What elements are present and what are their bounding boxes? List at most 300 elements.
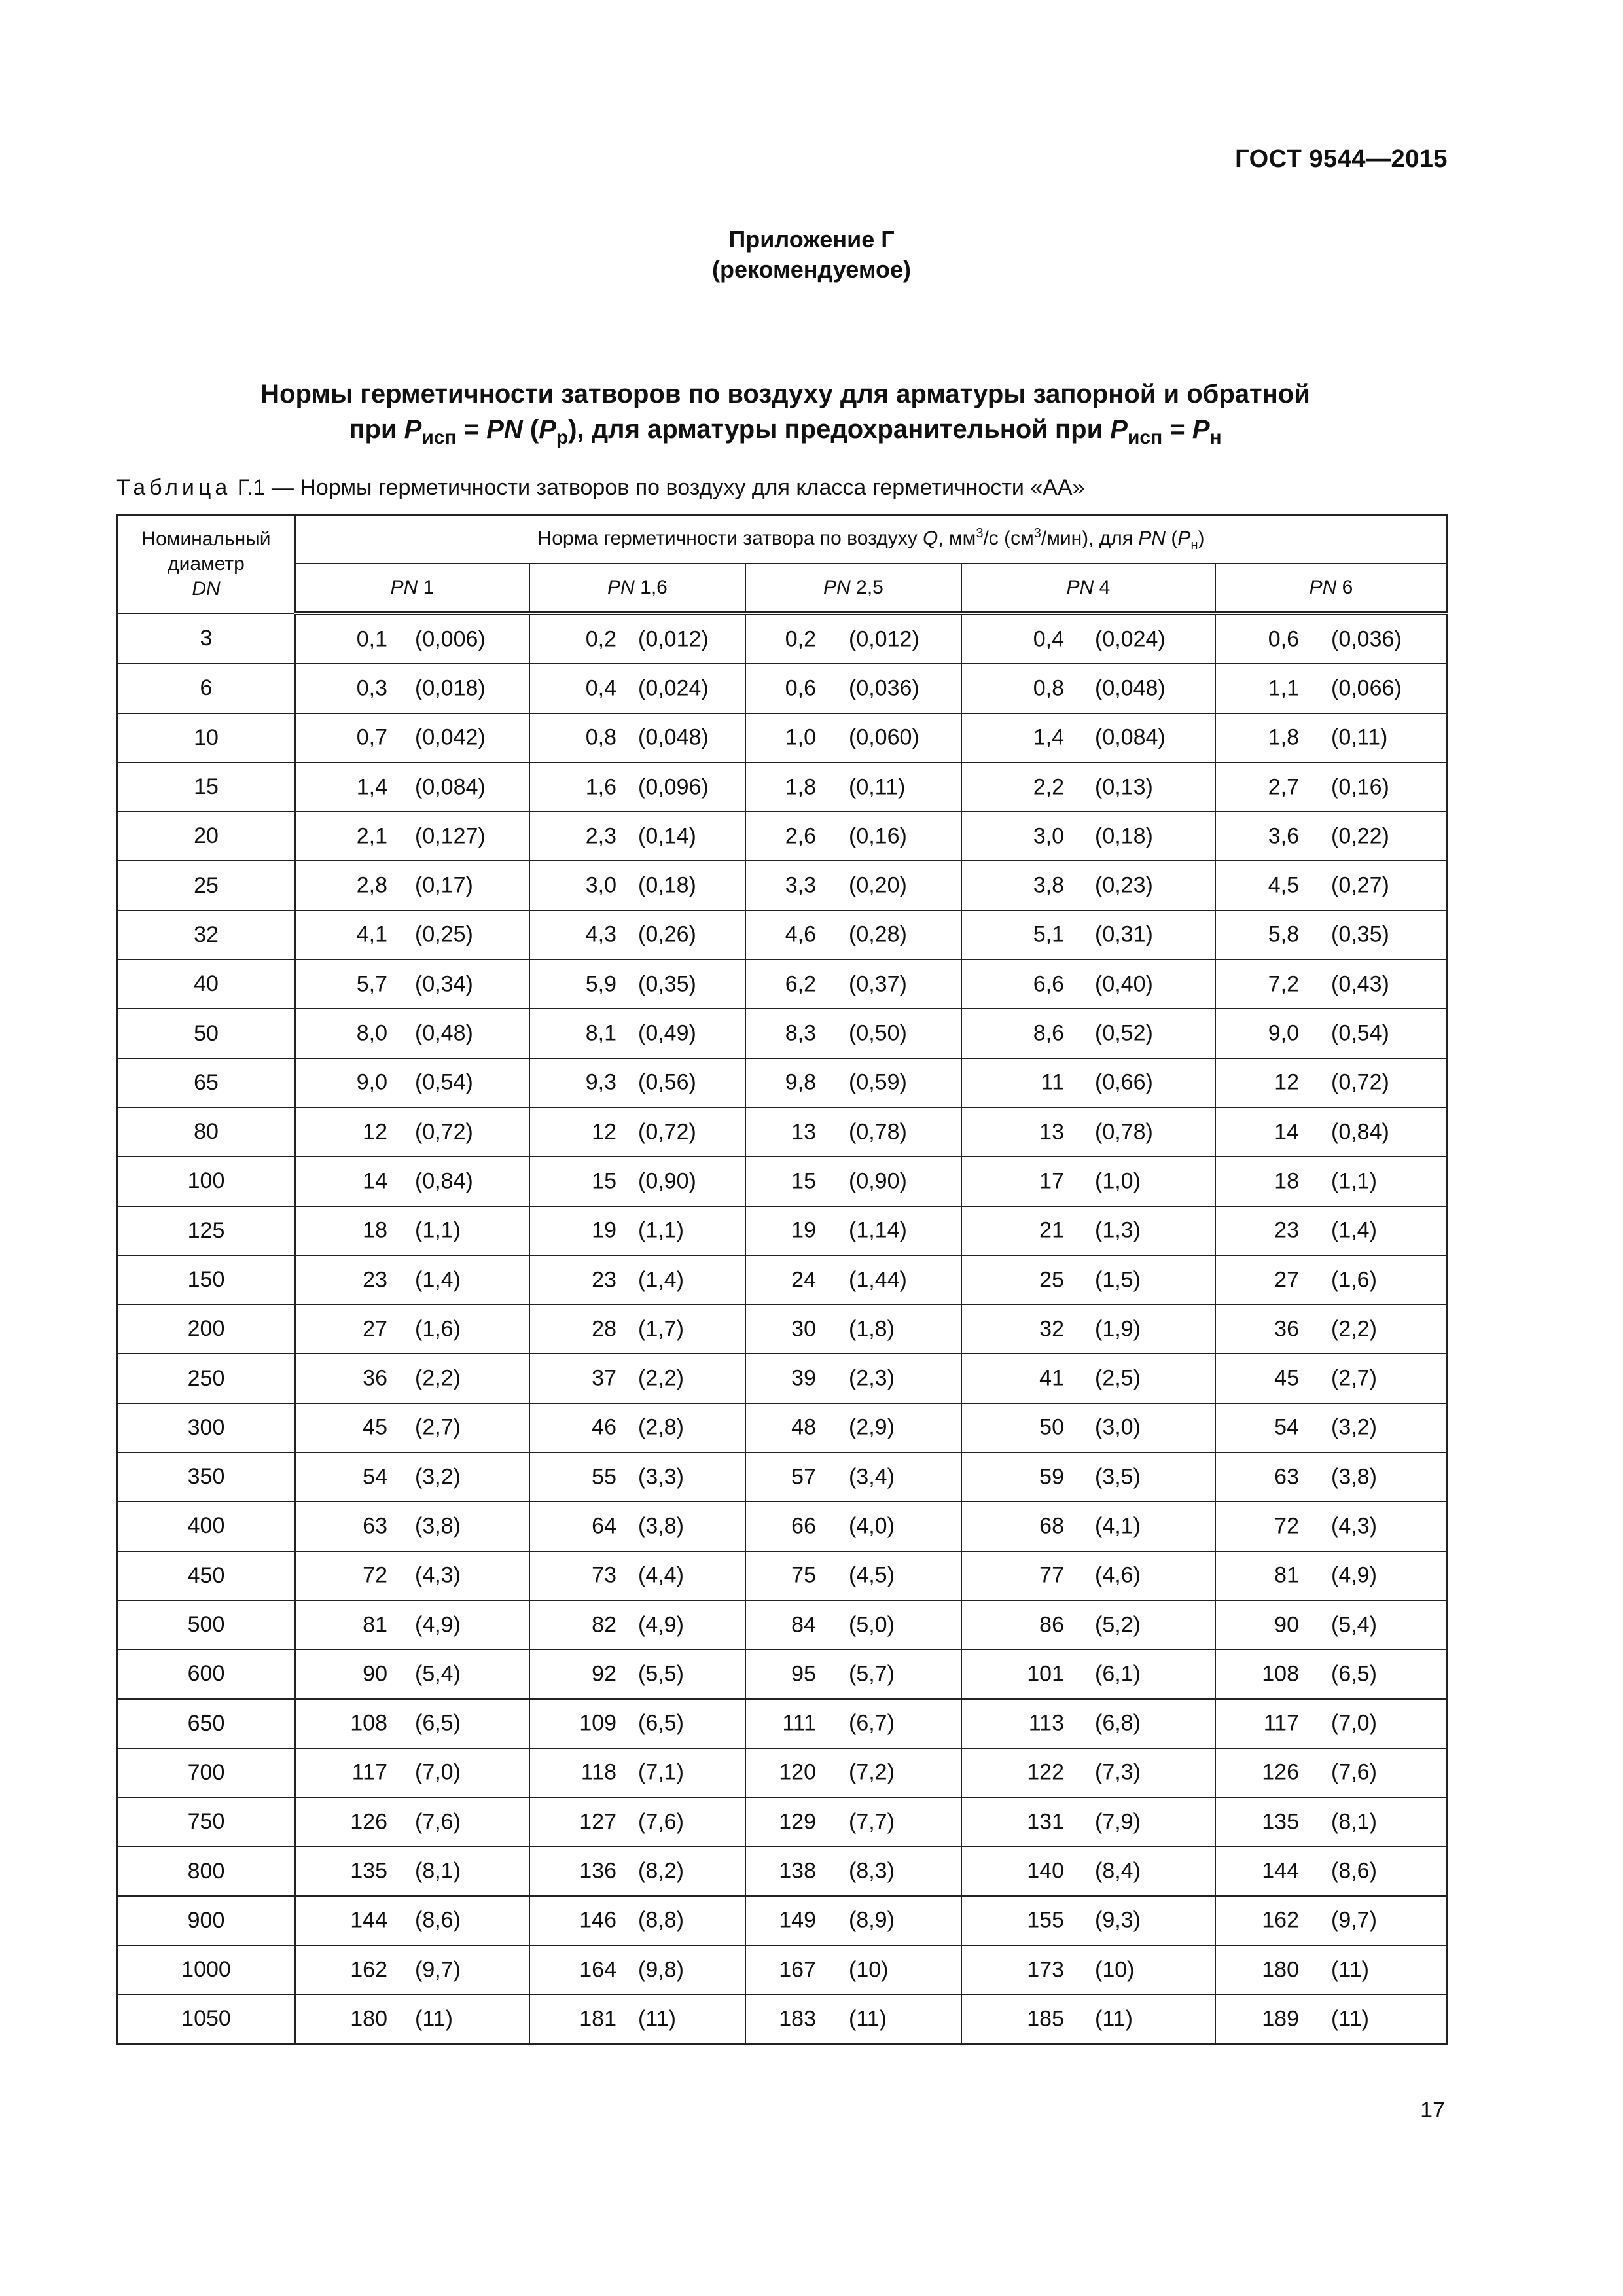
leakage-value-cell <box>295 1354 529 1403</box>
leakage-value-cell <box>745 664 961 713</box>
value-cm3-per-min: (11) <box>1095 2006 1133 2032</box>
leakage-value-cell <box>961 1157 1215 1206</box>
value-cm3-per-min: (5,4) <box>415 1661 461 1687</box>
value-mm3-per-s: 24 <box>791 1267 816 1292</box>
value-cm3-per-min: (3,2) <box>415 1464 461 1490</box>
leakage-value-cell <box>745 960 961 1009</box>
dn-cell: 700 <box>117 1748 295 1797</box>
value-mm3-per-s: 9,8 <box>785 1069 816 1095</box>
leakage-value-cell <box>295 1157 529 1206</box>
value-cm3-per-min: (8,2) <box>638 1858 684 1884</box>
leakage-value-cell <box>961 1452 1215 1501</box>
leakage-norms-table <box>116 514 1448 2045</box>
value-cm3-per-min: (5,2) <box>1095 1612 1141 1638</box>
dn-cell: 1050 <box>117 1994 295 2043</box>
leakage-value-cell <box>1215 1846 1447 1895</box>
value-mm3-per-s: 0,8 <box>1033 675 1064 701</box>
value-cm3-per-min: (3,2) <box>1331 1414 1377 1440</box>
dn-cell: 3 <box>117 613 295 664</box>
value-cm3-per-min: (6,5) <box>415 1710 461 1736</box>
value-cm3-per-min: (1,7) <box>638 1316 684 1342</box>
value-cm3-per-min: (0,78) <box>849 1119 907 1145</box>
dn-cell: 500 <box>117 1600 295 1649</box>
leakage-value-cell <box>745 1551 961 1600</box>
value-cm3-per-min: (0,048) <box>1095 675 1166 701</box>
value-cm3-per-min: (9,7) <box>1331 1907 1377 1933</box>
value-mm3-per-s: 140 <box>1027 1858 1064 1884</box>
value-mm3-per-s: 84 <box>791 1612 816 1638</box>
value-mm3-per-s: 126 <box>1262 1759 1299 1785</box>
value-cm3-per-min: (1,1) <box>1331 1168 1377 1194</box>
table-row <box>117 613 1447 664</box>
dn-cell: 900 <box>117 1896 295 1945</box>
value-mm3-per-s: 162 <box>1262 1907 1299 1933</box>
leakage-value-cell <box>745 1896 961 1945</box>
leakage-value-cell <box>961 1107 1215 1157</box>
table-row <box>117 1551 1447 1600</box>
value-mm3-per-s: 73 <box>592 1562 616 1588</box>
value-mm3-per-s: 0,6 <box>1268 626 1299 652</box>
value-cm3-per-min: (0,036) <box>1331 626 1402 652</box>
value-mm3-per-s: 36 <box>363 1365 387 1391</box>
value-mm3-per-s: 2,2 <box>1033 774 1064 800</box>
value-mm3-per-s: 113 <box>1028 1710 1064 1736</box>
value-cm3-per-min: (0,31) <box>1095 922 1153 947</box>
table-row <box>117 1206 1447 1255</box>
leakage-value-cell <box>295 1009 529 1058</box>
table-caption-text: Г.1 — Нормы герметичности затворов по воздуху для класса герметичности «АА» <box>231 475 1085 500</box>
dn-cell: 50 <box>117 1009 295 1058</box>
dn-cell: 100 <box>117 1157 295 1206</box>
value-mm3-per-s: 39 <box>791 1365 816 1391</box>
value-cm3-per-min: (3,8) <box>638 1513 684 1539</box>
leakage-value-cell <box>529 1058 745 1107</box>
value-mm3-per-s: 5,1 <box>1033 922 1064 947</box>
leakage-value-cell <box>529 1403 745 1452</box>
table-caption <box>116 475 1085 501</box>
leakage-value-cell <box>1215 762 1447 812</box>
value-mm3-per-s: 9,0 <box>1268 1020 1299 1046</box>
dn-cell: 250 <box>117 1354 295 1403</box>
leakage-value-cell <box>745 1157 961 1206</box>
value-cm3-per-min: (0,34) <box>415 971 473 997</box>
leakage-value-cell <box>745 1846 961 1895</box>
leakage-value-cell <box>1215 613 1447 664</box>
leakage-value-cell <box>745 1649 961 1698</box>
value-mm3-per-s: 185 <box>1027 2006 1064 2032</box>
leakage-value-cell <box>529 1896 745 1945</box>
value-mm3-per-s: 95 <box>791 1661 816 1687</box>
value-mm3-per-s: 30 <box>791 1316 816 1342</box>
leakage-value-cell <box>745 861 961 910</box>
value-cm3-per-min: (10) <box>849 1957 889 1982</box>
value-mm3-per-s: 4,3 <box>585 922 616 947</box>
leakage-value-cell <box>745 762 961 812</box>
value-cm3-per-min: (11) <box>638 2006 676 2032</box>
value-mm3-per-s: 13 <box>791 1119 816 1145</box>
leakage-value-cell <box>529 664 745 713</box>
value-mm3-per-s: 36 <box>1274 1316 1299 1342</box>
leakage-value-cell <box>529 1452 745 1501</box>
table-row <box>117 1649 1447 1698</box>
leakage-value-cell <box>961 1009 1215 1058</box>
dn-cell: 10 <box>117 713 295 762</box>
value-cm3-per-min: (10) <box>1095 1957 1135 1982</box>
value-mm3-per-s: 12 <box>1274 1069 1299 1095</box>
value-mm3-per-s: 13 <box>1039 1119 1064 1145</box>
value-mm3-per-s: 1,8 <box>785 774 816 800</box>
leakage-value-cell <box>1215 1058 1447 1107</box>
leakage-value-cell <box>1215 1206 1447 1255</box>
value-cm3-per-min: (0,060) <box>849 725 919 750</box>
table-row <box>117 1157 1447 1206</box>
value-mm3-per-s: 9,0 <box>356 1069 387 1095</box>
value-mm3-per-s: 3,8 <box>1033 872 1064 898</box>
leakage-value-cell <box>529 1157 745 1206</box>
value-cm3-per-min: (0,16) <box>849 823 907 849</box>
value-mm3-per-s: 129 <box>779 1809 816 1835</box>
leakage-value-cell <box>745 1945 961 1994</box>
value-mm3-per-s: 41 <box>1039 1365 1064 1391</box>
value-cm3-per-min: (4,5) <box>849 1562 895 1588</box>
leakage-value-cell <box>961 1649 1215 1698</box>
table-row <box>117 1994 1447 2043</box>
leakage-value-cell <box>295 1107 529 1157</box>
leakage-value-cell <box>745 1699 961 1748</box>
value-cm3-per-min: (7,1) <box>638 1759 684 1785</box>
value-mm3-per-s: 3,0 <box>585 872 616 898</box>
value-mm3-per-s: 144 <box>350 1907 387 1933</box>
value-mm3-per-s: 17 <box>1039 1168 1064 1194</box>
value-cm3-per-min: (2,7) <box>415 1414 461 1440</box>
table-row <box>117 762 1447 812</box>
value-cm3-per-min: (8,1) <box>415 1858 461 1884</box>
value-mm3-per-s: 2,3 <box>585 823 616 849</box>
value-mm3-per-s: 2,1 <box>356 823 387 849</box>
leakage-value-cell <box>961 1354 1215 1403</box>
value-mm3-per-s: 120 <box>779 1759 816 1785</box>
value-cm3-per-min: (1,1) <box>638 1217 684 1243</box>
value-mm3-per-s: 45 <box>1274 1365 1299 1391</box>
value-cm3-per-min: (0,84) <box>1331 1119 1389 1145</box>
leakage-value-cell <box>529 1600 745 1649</box>
value-mm3-per-s: 12 <box>592 1119 616 1145</box>
leakage-value-cell <box>529 960 745 1009</box>
value-cm3-per-min: (0,72) <box>415 1119 473 1145</box>
value-cm3-per-min: (2,2) <box>1331 1316 1377 1342</box>
value-cm3-per-min: (5,4) <box>1331 1612 1377 1638</box>
leakage-value-cell <box>745 1107 961 1157</box>
value-mm3-per-s: 136 <box>579 1858 616 1884</box>
value-mm3-per-s: 138 <box>779 1858 816 1884</box>
value-mm3-per-s: 149 <box>779 1907 816 1933</box>
value-cm3-per-min: (7,0) <box>415 1759 461 1785</box>
value-cm3-per-min: (0,90) <box>638 1168 696 1194</box>
dn-cell: 400 <box>117 1501 295 1551</box>
table-row <box>117 861 1447 910</box>
value-cm3-per-min: (0,72) <box>638 1119 696 1145</box>
value-mm3-per-s: 9,3 <box>585 1069 616 1095</box>
table-row <box>117 1699 1447 1748</box>
value-cm3-per-min: (0,35) <box>638 971 696 997</box>
value-mm3-per-s: 14 <box>363 1168 387 1194</box>
value-mm3-per-s: 1,1 <box>1268 675 1299 701</box>
value-cm3-per-min: (0,127) <box>415 823 486 849</box>
value-mm3-per-s: 15 <box>592 1168 616 1194</box>
leakage-value-cell <box>961 1255 1215 1304</box>
value-mm3-per-s: 6,6 <box>1033 971 1064 997</box>
value-cm3-per-min: (3,8) <box>1331 1464 1377 1490</box>
leakage-value-cell <box>745 812 961 861</box>
leakage-value-cell <box>961 1600 1215 1649</box>
dn-cell: 650 <box>117 1699 295 1748</box>
table-row <box>117 1403 1447 1452</box>
value-cm3-per-min: (1,6) <box>1331 1267 1377 1292</box>
value-cm3-per-min: (7,6) <box>1331 1759 1377 1785</box>
value-mm3-per-s: 72 <box>363 1562 387 1588</box>
value-cm3-per-min: (11) <box>415 2006 453 2032</box>
leakage-value-cell <box>961 1501 1215 1551</box>
value-mm3-per-s: 117 <box>351 1759 387 1785</box>
leakage-value-cell <box>745 1994 961 2043</box>
dn-cell: 15 <box>117 762 295 812</box>
leakage-value-cell <box>295 1058 529 1107</box>
value-mm3-per-s: 23 <box>592 1267 616 1292</box>
table-row <box>117 1107 1447 1157</box>
value-mm3-per-s: 0,2 <box>785 626 816 652</box>
value-cm3-per-min: (8,4) <box>1095 1858 1141 1884</box>
value-cm3-per-min: (0,066) <box>1331 675 1402 701</box>
leakage-value-cell <box>745 1452 961 1501</box>
value-cm3-per-min: (0,48) <box>415 1020 473 1046</box>
value-cm3-per-min: (0,036) <box>849 675 919 701</box>
leakage-value-cell <box>745 1354 961 1403</box>
value-mm3-per-s: 57 <box>791 1464 816 1490</box>
leakage-value-cell <box>295 1551 529 1600</box>
column-header-pn: PN 4 <box>961 564 1215 613</box>
leakage-value-cell <box>961 861 1215 910</box>
value-cm3-per-min: (2,7) <box>1331 1365 1377 1391</box>
leakage-value-cell <box>295 1501 529 1551</box>
leakage-value-cell <box>529 1255 745 1304</box>
value-cm3-per-min: (0,22) <box>1331 823 1389 849</box>
leakage-value-cell <box>295 1846 529 1895</box>
value-mm3-per-s: 162 <box>350 1957 387 1982</box>
value-mm3-per-s: 5,8 <box>1268 922 1299 947</box>
value-cm3-per-min: (0,096) <box>638 774 709 800</box>
leakage-value-cell <box>295 1255 529 1304</box>
value-mm3-per-s: 131 <box>1027 1809 1064 1835</box>
leakage-value-cell <box>529 1748 745 1797</box>
value-cm3-per-min: (0,84) <box>415 1168 473 1194</box>
value-mm3-per-s: 135 <box>350 1858 387 1884</box>
value-mm3-per-s: 81 <box>363 1612 387 1638</box>
table-row <box>117 1501 1447 1551</box>
dn-cell: 20 <box>117 812 295 861</box>
leakage-value-cell <box>529 1304 745 1354</box>
column-header-pn: PN 2,5 <box>745 564 961 613</box>
leakage-value-cell <box>529 1009 745 1058</box>
value-mm3-per-s: 7,2 <box>1268 971 1299 997</box>
leakage-value-cell <box>1215 713 1447 762</box>
leakage-value-cell <box>961 1945 1215 1994</box>
table-row <box>117 1896 1447 1945</box>
value-mm3-per-s: 77 <box>1039 1562 1064 1588</box>
leakage-value-cell <box>529 1994 745 2043</box>
dn-cell: 40 <box>117 960 295 1009</box>
value-mm3-per-s: 82 <box>592 1612 616 1638</box>
leakage-value-cell <box>1215 1896 1447 1945</box>
value-cm3-per-min: (9,7) <box>415 1957 461 1982</box>
value-cm3-per-min: (0,18) <box>638 872 696 898</box>
leakage-value-cell <box>1215 1304 1447 1354</box>
value-mm3-per-s: 48 <box>791 1414 816 1440</box>
value-cm3-per-min: (0,14) <box>638 823 696 849</box>
value-cm3-per-min: (1,14) <box>849 1217 907 1243</box>
value-mm3-per-s: 173 <box>1027 1957 1064 1982</box>
leakage-value-cell <box>1215 1354 1447 1403</box>
leakage-value-cell <box>295 1945 529 1994</box>
table-row <box>117 1846 1447 1895</box>
value-mm3-per-s: 25 <box>1039 1267 1064 1292</box>
appendix-heading <box>0 224 1623 285</box>
value-cm3-per-min: (0,54) <box>415 1069 473 1095</box>
value-mm3-per-s: 4,5 <box>1268 872 1299 898</box>
value-mm3-per-s: 155 <box>1027 1907 1064 1933</box>
value-mm3-per-s: 146 <box>579 1907 616 1933</box>
value-cm3-per-min: (2,2) <box>638 1365 684 1391</box>
leakage-value-cell <box>529 613 745 664</box>
value-mm3-per-s: 1,6 <box>585 774 616 800</box>
value-cm3-per-min: (4,1) <box>1095 1513 1141 1539</box>
leakage-value-cell <box>961 1206 1215 1255</box>
value-mm3-per-s: 23 <box>363 1267 387 1292</box>
value-cm3-per-min: (0,084) <box>415 774 486 800</box>
value-mm3-per-s: 0,8 <box>585 725 616 750</box>
dn-cell: 150 <box>117 1255 295 1304</box>
value-cm3-per-min: (11) <box>1331 2006 1369 2032</box>
table-caption-prefix: Таблица <box>116 475 232 500</box>
value-mm3-per-s: 1,8 <box>1268 725 1299 750</box>
leakage-value-cell <box>529 1699 745 1748</box>
leakage-value-cell <box>1215 1600 1447 1649</box>
value-cm3-per-min: (1,44) <box>849 1267 907 1292</box>
value-mm3-per-s: 8,6 <box>1033 1020 1064 1046</box>
value-cm3-per-min: (4,4) <box>638 1562 684 1588</box>
value-cm3-per-min: (2,3) <box>849 1365 895 1391</box>
leakage-value-cell <box>295 713 529 762</box>
dn-cell: 750 <box>117 1797 295 1846</box>
value-mm3-per-s: 0,6 <box>785 675 816 701</box>
value-cm3-per-min: (1,1) <box>415 1217 461 1243</box>
value-mm3-per-s: 109 <box>579 1710 616 1736</box>
value-mm3-per-s: 81 <box>1274 1562 1299 1588</box>
value-cm3-per-min: (3,0) <box>1095 1414 1141 1440</box>
value-cm3-per-min: (1,4) <box>415 1267 461 1292</box>
leakage-value-cell <box>961 1551 1215 1600</box>
leakage-value-cell <box>529 1649 745 1698</box>
value-mm3-per-s: 101 <box>1027 1661 1064 1687</box>
value-mm3-per-s: 118 <box>580 1759 616 1785</box>
value-mm3-per-s: 4,1 <box>356 922 387 947</box>
value-cm3-per-min: (6,5) <box>1331 1661 1377 1687</box>
leakage-value-cell <box>1215 1748 1447 1797</box>
leakage-value-cell <box>961 762 1215 812</box>
leakage-value-cell <box>961 1994 1215 2043</box>
section-heading-line-1: Нормы герметичности затворов по воздуху для арматуры запорной и обратной <box>260 380 1310 408</box>
column-header-pn: PN 6 <box>1215 564 1447 613</box>
value-mm3-per-s: 32 <box>1039 1316 1064 1342</box>
value-cm3-per-min: (3,4) <box>849 1464 895 1490</box>
value-cm3-per-min: (0,23) <box>1095 872 1153 898</box>
value-cm3-per-min: (0,27) <box>1331 872 1389 898</box>
value-cm3-per-min: (0,018) <box>415 675 486 701</box>
value-cm3-per-min: (0,52) <box>1095 1020 1153 1046</box>
leakage-value-cell <box>295 960 529 1009</box>
value-cm3-per-min: (8,3) <box>849 1858 895 1884</box>
value-mm3-per-s: 8,0 <box>356 1020 387 1046</box>
leakage-value-cell <box>745 1600 961 1649</box>
leakage-value-cell <box>745 910 961 960</box>
leakage-value-cell <box>1215 1994 1447 2043</box>
value-cm3-per-min: (0,28) <box>849 922 907 947</box>
value-mm3-per-s: 45 <box>363 1414 387 1440</box>
value-cm3-per-min: (1,3) <box>1095 1217 1141 1243</box>
value-cm3-per-min: (5,5) <box>638 1661 684 1687</box>
value-mm3-per-s: 23 <box>1274 1217 1299 1243</box>
value-mm3-per-s: 0,3 <box>356 675 387 701</box>
value-cm3-per-min: (0,17) <box>415 872 473 898</box>
value-cm3-per-min: (9,3) <box>1095 1907 1141 1933</box>
value-mm3-per-s: 135 <box>1262 1809 1299 1835</box>
leakage-value-cell <box>745 1797 961 1846</box>
leakage-value-cell <box>529 812 745 861</box>
leakage-value-cell <box>295 1699 529 1748</box>
value-mm3-per-s: 4,6 <box>785 922 816 947</box>
table-row <box>117 1600 1447 1649</box>
value-mm3-per-s: 2,6 <box>785 823 816 849</box>
value-mm3-per-s: 75 <box>791 1562 816 1588</box>
value-cm3-per-min: (5,0) <box>849 1612 895 1638</box>
value-mm3-per-s: 63 <box>363 1513 387 1539</box>
value-cm3-per-min: (0,40) <box>1095 971 1153 997</box>
leakage-value-cell <box>295 1206 529 1255</box>
value-mm3-per-s: 126 <box>350 1809 387 1835</box>
value-cm3-per-min: (11) <box>849 2006 887 2032</box>
value-mm3-per-s: 27 <box>363 1316 387 1342</box>
table-row <box>117 664 1447 713</box>
value-cm3-per-min: (0,11) <box>849 774 906 800</box>
value-cm3-per-min: (0,26) <box>638 922 696 947</box>
value-cm3-per-min: (6,8) <box>1095 1710 1141 1736</box>
leakage-value-cell <box>745 1058 961 1107</box>
value-mm3-per-s: 86 <box>1039 1612 1064 1638</box>
leakage-value-cell <box>745 1009 961 1058</box>
value-mm3-per-s: 3,3 <box>785 872 816 898</box>
leakage-value-cell <box>295 910 529 960</box>
leakage-value-cell <box>1215 1797 1447 1846</box>
value-mm3-per-s: 3,6 <box>1268 823 1299 849</box>
leakage-value-cell <box>1215 861 1447 910</box>
value-cm3-per-min: (0,43) <box>1331 971 1389 997</box>
leakage-value-cell <box>295 1748 529 1797</box>
value-mm3-per-s: 2,8 <box>356 872 387 898</box>
column-header-dn: Номинальный диаметр DN <box>117 515 295 613</box>
value-mm3-per-s: 27 <box>1274 1267 1299 1292</box>
leakage-value-cell <box>1215 960 1447 1009</box>
value-mm3-per-s: 8,3 <box>785 1020 816 1046</box>
value-mm3-per-s: 144 <box>1262 1858 1299 1884</box>
